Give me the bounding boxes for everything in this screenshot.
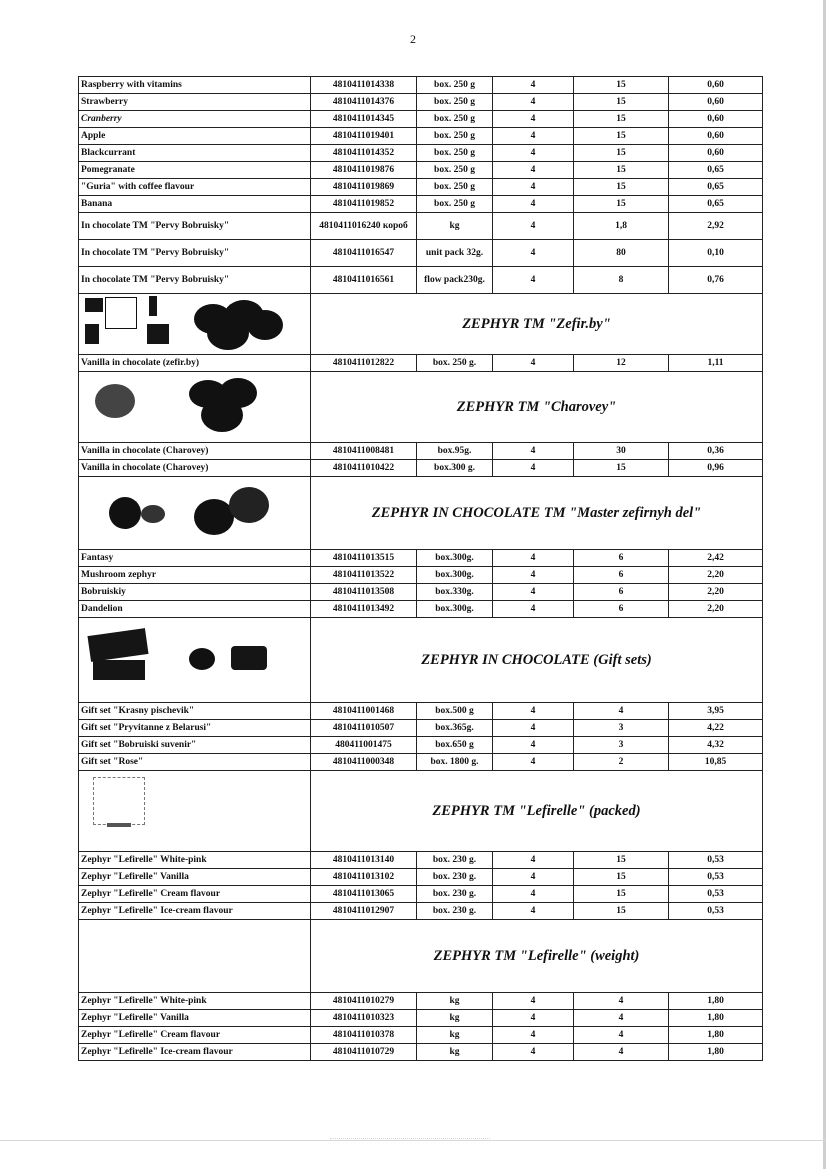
qty-value-2: 8 — [574, 267, 669, 294]
barcode: 480411001475 — [311, 737, 417, 754]
qty-value-2: 6 — [574, 567, 669, 584]
qty-value-1: 4 — [493, 993, 574, 1010]
product-name: Zephyr "Lefirelle" White-pink — [79, 993, 311, 1010]
zephyr-image — [95, 384, 135, 418]
table-row — [79, 77, 763, 94]
product-name: Gift set "Pryvitanne z Belarusi" — [79, 720, 311, 737]
product-name: Zephyr "Lefirelle" Cream flavour — [79, 1027, 311, 1044]
table-row — [79, 128, 763, 145]
packaging: box.365g. — [417, 720, 493, 737]
product-name: Gift set "Krasny pischevik" — [79, 703, 311, 720]
table-row — [79, 886, 763, 903]
zephyr-image — [194, 499, 234, 535]
table-row — [79, 903, 763, 920]
qty-value-1: 4 — [493, 903, 574, 920]
product-name: "Guria" with coffee flavour — [79, 179, 311, 196]
packaging: box. 250 g — [417, 196, 493, 213]
packaging: box.300g. — [417, 601, 493, 618]
packaging: box.650 g — [417, 737, 493, 754]
box-image — [147, 324, 169, 344]
price-list-table — [78, 76, 763, 1061]
zephyr-image — [201, 398, 243, 432]
product-photo — [79, 771, 311, 852]
packaging: box. 250 g — [417, 179, 493, 196]
qty-value-1: 4 — [493, 720, 574, 737]
qty-value-2: 1,8 — [574, 213, 669, 240]
product-name: Fantasy — [79, 550, 311, 567]
product-name: Dandelion — [79, 601, 311, 618]
price: 0,53 — [669, 886, 763, 903]
qty-value-1: 4 — [493, 1010, 574, 1027]
price: 0,60 — [669, 111, 763, 128]
qty-value-2: 15 — [574, 145, 669, 162]
price: 0,60 — [669, 145, 763, 162]
price: 0,65 — [669, 196, 763, 213]
packaging: box.330g. — [417, 584, 493, 601]
product-name: In chocolate TM "Pervy Bobruisky" — [79, 213, 311, 240]
qty-value-2: 15 — [574, 77, 669, 94]
box-image — [105, 297, 137, 329]
packaging: box.500 g — [417, 703, 493, 720]
packaging: box. 250 g — [417, 111, 493, 128]
packaging: box. 230 g. — [417, 852, 493, 869]
qty-value-1: 4 — [493, 886, 574, 903]
zephyr-image — [109, 497, 141, 529]
table-row — [79, 993, 763, 1010]
package-image — [107, 823, 131, 827]
barcode: 4810411013522 — [311, 567, 417, 584]
packaging: kg — [417, 1044, 493, 1061]
barcode: 4810411019876 — [311, 162, 417, 179]
qty-value-2: 15 — [574, 852, 669, 869]
packaging: box.300 g. — [417, 460, 493, 477]
price: 0,60 — [669, 128, 763, 145]
barcode: 4810411013140 — [311, 852, 417, 869]
barcode: 4810411019852 — [311, 196, 417, 213]
table-row — [79, 754, 763, 771]
table-row — [79, 737, 763, 754]
price: 0,10 — [669, 240, 763, 267]
product-name: Strawberry — [79, 94, 311, 111]
table-row — [79, 443, 763, 460]
barcode: 4810411013102 — [311, 869, 417, 886]
qty-value-1: 4 — [493, 1044, 574, 1061]
price: 2,20 — [669, 567, 763, 584]
product-name: Blackcurrant — [79, 145, 311, 162]
barcode: 4810411010422 — [311, 460, 417, 477]
packaging: kg — [417, 213, 493, 240]
price: 1,11 — [669, 355, 763, 372]
price: 1,80 — [669, 1027, 763, 1044]
barcode: 4810411000348 — [311, 754, 417, 771]
qty-value-1: 4 — [493, 162, 574, 179]
table-row — [79, 584, 763, 601]
section-header-row — [79, 920, 763, 993]
packaging: box. 250 g — [417, 77, 493, 94]
table-row — [79, 720, 763, 737]
packaging: box. 250 g. — [417, 355, 493, 372]
qty-value-2: 15 — [574, 179, 669, 196]
qty-value-1: 4 — [493, 550, 574, 567]
qty-value-1: 4 — [493, 584, 574, 601]
section-title: ZEPHYR IN CHOCOLATE (Gift sets) — [311, 618, 763, 703]
price: 0,36 — [669, 443, 763, 460]
qty-value-2: 6 — [574, 601, 669, 618]
box-image — [85, 324, 99, 344]
table-row — [79, 355, 763, 372]
product-name: Gift set "Rose" — [79, 754, 311, 771]
price: 2,92 — [669, 213, 763, 240]
qty-value-2: 4 — [574, 703, 669, 720]
qty-value-2: 15 — [574, 196, 669, 213]
product-name: Gift set "Bobruiski suvenir" — [79, 737, 311, 754]
barcode: 4810411010279 — [311, 993, 417, 1010]
qty-value-2: 80 — [574, 240, 669, 267]
qty-value-1: 4 — [493, 754, 574, 771]
barcode: 4810411001468 — [311, 703, 417, 720]
qty-value-1: 4 — [493, 145, 574, 162]
product-name: Zephyr "Lefirelle" Vanilla — [79, 869, 311, 886]
product-name: Vanilla in chocolate (Charovey) — [79, 443, 311, 460]
product-photo — [79, 372, 311, 443]
price: 4,32 — [669, 737, 763, 754]
product-name: Banana — [79, 196, 311, 213]
qty-value-2: 30 — [574, 443, 669, 460]
barcode: 4810411010507 — [311, 720, 417, 737]
section-title: ZEPHYR TM "Lefirelle" (packed) — [311, 771, 763, 852]
price: 3,95 — [669, 703, 763, 720]
box-image — [231, 646, 267, 670]
product-name: Pomegranate — [79, 162, 311, 179]
price: 0,60 — [669, 94, 763, 111]
qty-value-1: 4 — [493, 111, 574, 128]
product-name: Zephyr "Lefirelle" White-pink — [79, 852, 311, 869]
product-photo — [79, 618, 311, 703]
qty-value-1: 4 — [493, 852, 574, 869]
section-title: ZEPHYR TM "Charovey" — [311, 372, 763, 443]
price: 0,65 — [669, 162, 763, 179]
barcode: 4810411013492 — [311, 601, 417, 618]
product-photo — [79, 477, 311, 550]
packaging: box.300g. — [417, 550, 493, 567]
qty-value-2: 4 — [574, 1010, 669, 1027]
packaging: box. 230 g. — [417, 903, 493, 920]
table-row — [79, 162, 763, 179]
packaging: unit pack 32g. — [417, 240, 493, 267]
qty-value-2: 4 — [574, 1044, 669, 1061]
zephyr-image — [229, 487, 269, 523]
barcode: 4810411013508 — [311, 584, 417, 601]
barcode: 4810411010323 — [311, 1010, 417, 1027]
package-image — [93, 777, 145, 825]
qty-value-1: 4 — [493, 460, 574, 477]
qty-value-1: 4 — [493, 128, 574, 145]
qty-value-1: 4 — [493, 601, 574, 618]
qty-value-2: 2 — [574, 754, 669, 771]
barcode: 4810411012822 — [311, 355, 417, 372]
section-title: ZEPHYR TM "Lefirelle" (weight) — [311, 920, 763, 993]
qty-value-2: 15 — [574, 903, 669, 920]
price: 2,42 — [669, 550, 763, 567]
section-header-row — [79, 477, 763, 550]
product-name: Vanilla in chocolate (Charovey) — [79, 460, 311, 477]
product-name: Zephyr "Lefirelle" Vanilla — [79, 1010, 311, 1027]
table-row — [79, 213, 763, 240]
table-row — [79, 240, 763, 267]
section-header-row — [79, 618, 763, 703]
packaging: kg — [417, 993, 493, 1010]
product-name: Vanilla in chocolate (zefir.by) — [79, 355, 311, 372]
qty-value-2: 15 — [574, 460, 669, 477]
zephyr-image — [189, 648, 215, 670]
zephyr-image — [141, 505, 165, 523]
product-name: In chocolate TM "Pervy Bobruisky" — [79, 267, 311, 294]
packaging: box. 250 g — [417, 145, 493, 162]
qty-value-2: 6 — [574, 550, 669, 567]
price: 4,22 — [669, 720, 763, 737]
table-row — [79, 196, 763, 213]
zephyr-image — [247, 310, 283, 340]
qty-value-2: 15 — [574, 111, 669, 128]
table-row — [79, 852, 763, 869]
price: 0,96 — [669, 460, 763, 477]
packaging: box. 250 g — [417, 162, 493, 179]
qty-value-2: 12 — [574, 355, 669, 372]
product-name: Bobruiskiy — [79, 584, 311, 601]
table-row — [79, 111, 763, 128]
qty-value-1: 4 — [493, 869, 574, 886]
box-image — [93, 660, 145, 680]
table-row — [79, 601, 763, 618]
barcode: 4810411010729 — [311, 1044, 417, 1061]
qty-value-1: 4 — [493, 77, 574, 94]
packaging: box. 1800 g. — [417, 754, 493, 771]
scan-watermark — [330, 1130, 490, 1139]
price: 0,65 — [669, 179, 763, 196]
table-row — [79, 1010, 763, 1027]
table-row — [79, 1027, 763, 1044]
page-number: 2 — [410, 32, 416, 46]
qty-value-1: 4 — [493, 737, 574, 754]
qty-value-2: 15 — [574, 128, 669, 145]
barcode: 4810411014352 — [311, 145, 417, 162]
table-row — [79, 703, 763, 720]
qty-value-2: 15 — [574, 886, 669, 903]
qty-value-1: 4 — [493, 240, 574, 267]
table-row — [79, 869, 763, 886]
barcode: 4810411013065 — [311, 886, 417, 903]
qty-value-1: 4 — [493, 213, 574, 240]
qty-value-1: 4 — [493, 179, 574, 196]
barcode: 4810411008481 — [311, 443, 417, 460]
barcode: 4810411019869 — [311, 179, 417, 196]
barcode: 4810411019401 — [311, 128, 417, 145]
barcode: 4810411016547 — [311, 240, 417, 267]
product-name: Cranberry — [79, 111, 311, 128]
product-name: In chocolate TM "Pervy Bobruisky" — [79, 240, 311, 267]
table-row — [79, 1044, 763, 1061]
price: 0,53 — [669, 869, 763, 886]
table-row — [79, 145, 763, 162]
product-name: Raspberry with vitamins — [79, 77, 311, 94]
product-name: Zephyr "Lefirelle" Ice-cream flavour — [79, 903, 311, 920]
product-photo — [79, 920, 311, 993]
packaging: kg — [417, 1027, 493, 1044]
section-title: ZEPHYR IN CHOCOLATE TM "Master zefirnyh del" — [311, 477, 763, 550]
barcode: 4810411012907 — [311, 903, 417, 920]
table-row — [79, 179, 763, 196]
price: 1,80 — [669, 1010, 763, 1027]
product-name: Zephyr "Lefirelle" Ice-cream flavour — [79, 1044, 311, 1061]
price: 0,53 — [669, 852, 763, 869]
price: 1,80 — [669, 993, 763, 1010]
price: 1,80 — [669, 1044, 763, 1061]
box-image — [87, 628, 148, 662]
product-name: Mushroom zephyr — [79, 567, 311, 584]
product-photo — [79, 294, 311, 355]
product-name: Apple — [79, 128, 311, 145]
packaging: box. 250 g — [417, 128, 493, 145]
price: 10,85 — [669, 754, 763, 771]
section-header-row — [79, 372, 763, 443]
qty-value-1: 4 — [493, 1027, 574, 1044]
qty-value-2: 6 — [574, 584, 669, 601]
price: 2,20 — [669, 584, 763, 601]
price: 2,20 — [669, 601, 763, 618]
qty-value-2: 4 — [574, 993, 669, 1010]
qty-value-2: 4 — [574, 1027, 669, 1044]
qty-value-2: 3 — [574, 720, 669, 737]
price: 0,53 — [669, 903, 763, 920]
barcode: 4810411016561 — [311, 267, 417, 294]
packaging: box. 230 g. — [417, 886, 493, 903]
qty-value-1: 4 — [493, 267, 574, 294]
qty-value-1: 4 — [493, 703, 574, 720]
qty-value-1: 4 — [493, 355, 574, 372]
qty-value-2: 3 — [574, 737, 669, 754]
section-title: ZEPHYR TM "Zefir.by" — [311, 294, 763, 355]
qty-value-1: 4 — [493, 443, 574, 460]
qty-value-1: 4 — [493, 196, 574, 213]
qty-value-2: 15 — [574, 94, 669, 111]
zephyr-image — [207, 316, 249, 350]
table-row — [79, 267, 763, 294]
packaging: kg — [417, 1010, 493, 1027]
packaging: flow pack230g. — [417, 267, 493, 294]
box-image — [149, 296, 157, 316]
qty-value-1: 4 — [493, 94, 574, 111]
table-row — [79, 94, 763, 111]
table-row — [79, 460, 763, 477]
qty-value-1: 4 — [493, 567, 574, 584]
packaging: box. 230 g. — [417, 869, 493, 886]
packaging: box. 250 g — [417, 94, 493, 111]
page-bottom-line — [0, 1140, 826, 1141]
qty-value-2: 15 — [574, 869, 669, 886]
packaging: box.95g. — [417, 443, 493, 460]
price: 0,60 — [669, 77, 763, 94]
barcode: 4810411010378 — [311, 1027, 417, 1044]
barcode: 4810411016240 короб — [311, 213, 417, 240]
box-image — [85, 298, 103, 312]
section-header-row — [79, 771, 763, 852]
barcode: 4810411014345 — [311, 111, 417, 128]
product-name: Zephyr "Lefirelle" Cream flavour — [79, 886, 311, 903]
table-row — [79, 550, 763, 567]
packaging: box.300g. — [417, 567, 493, 584]
barcode: 4810411014376 — [311, 94, 417, 111]
price: 0,76 — [669, 267, 763, 294]
barcode: 4810411013515 — [311, 550, 417, 567]
section-header-row — [79, 294, 763, 355]
barcode: 4810411014338 — [311, 77, 417, 94]
table-row — [79, 567, 763, 584]
qty-value-2: 15 — [574, 162, 669, 179]
